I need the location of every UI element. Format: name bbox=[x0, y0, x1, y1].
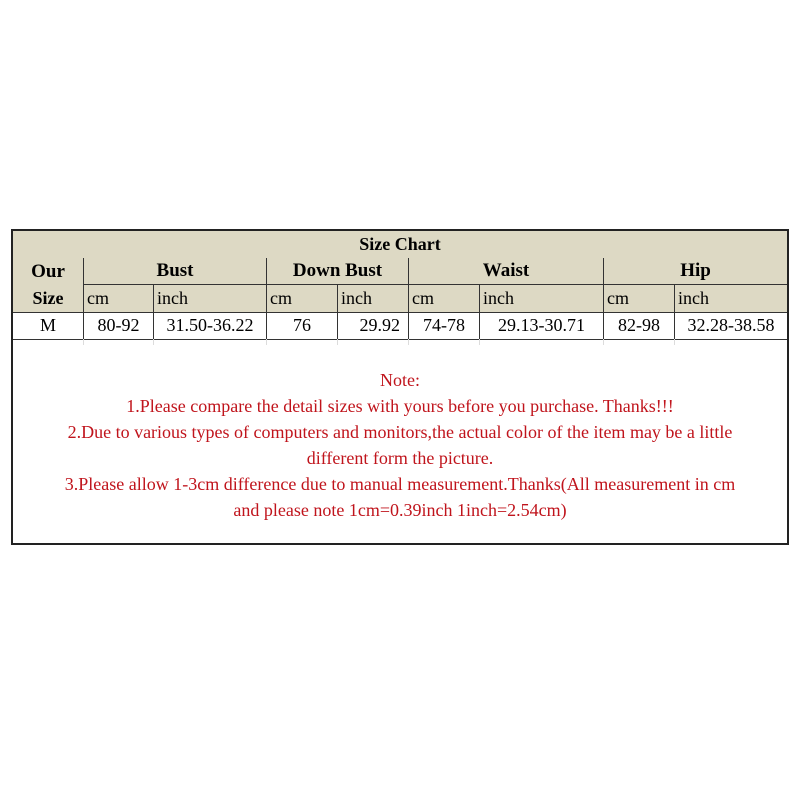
gridline-stub bbox=[83, 339, 84, 345]
bust-cm-label: cm bbox=[83, 285, 153, 312]
hip-header: Hip bbox=[603, 258, 787, 285]
gridline-stub bbox=[674, 339, 675, 345]
size-chart-table bbox=[11, 229, 789, 545]
gridline-stub bbox=[266, 339, 267, 345]
gridline-stub bbox=[479, 339, 480, 345]
waist-header: Waist bbox=[408, 258, 603, 285]
hip-cm-value: 82-98 bbox=[603, 312, 674, 339]
unit-header-row bbox=[13, 285, 787, 313]
note-line-2b: different form the picture. bbox=[306, 448, 494, 468]
waist-cm-value: 74-78 bbox=[408, 312, 479, 339]
hip-cm-label: cm bbox=[603, 285, 674, 312]
bust-inch-label: inch bbox=[153, 285, 266, 312]
size-chart-title: Size Chart bbox=[13, 231, 787, 258]
size-label: Size bbox=[13, 285, 83, 312]
size-value: M bbox=[39, 315, 56, 335]
hip-inch-label: inch bbox=[674, 285, 787, 312]
gridline-stub bbox=[337, 339, 338, 345]
waist-inch-label: inch bbox=[479, 285, 603, 312]
table-row bbox=[13, 312, 787, 340]
note-line-3a: 3.Please allow 1-3cm difference due to manual measurement.Thanks(All measurement in cm bbox=[64, 474, 736, 494]
note-line-3b: and please note 1cm=0.39inch 1inch=2.54cm) bbox=[233, 500, 567, 520]
note-line-2a: 2.Due to various types of computers and monitors,the actual color of the item may be a little bbox=[67, 422, 733, 442]
down-bust-inch-label: inch bbox=[337, 285, 408, 312]
note-section bbox=[13, 339, 787, 543]
note-text bbox=[13, 367, 787, 523]
down-bust-cm-value: 76 bbox=[266, 312, 337, 339]
down-bust-cm-label: cm bbox=[266, 285, 337, 312]
our-label: Our bbox=[13, 258, 83, 285]
down-bust-header: Down Bust bbox=[266, 258, 408, 285]
gridline-stub bbox=[153, 339, 154, 345]
group-header-row bbox=[13, 258, 787, 285]
down-bust-inch-value: 29.92 bbox=[337, 312, 408, 339]
waist-inch-value: 29.13-30.71 bbox=[479, 312, 603, 339]
waist-cm-label: cm bbox=[408, 285, 479, 312]
bust-cm-value: 80-92 bbox=[83, 312, 153, 339]
bust-header: Bust bbox=[83, 258, 266, 285]
note-line-1: 1.Please compare the detail sizes with yours before you purchase. Thanks!!! bbox=[126, 396, 674, 416]
note-heading: Note: bbox=[380, 370, 420, 390]
gridline-stub bbox=[408, 339, 409, 345]
title-row bbox=[13, 231, 787, 259]
hip-inch-value: 32.28-38.58 bbox=[674, 312, 787, 339]
gridline-stub bbox=[603, 339, 604, 345]
bust-inch-value: 31.50-36.22 bbox=[153, 312, 266, 339]
